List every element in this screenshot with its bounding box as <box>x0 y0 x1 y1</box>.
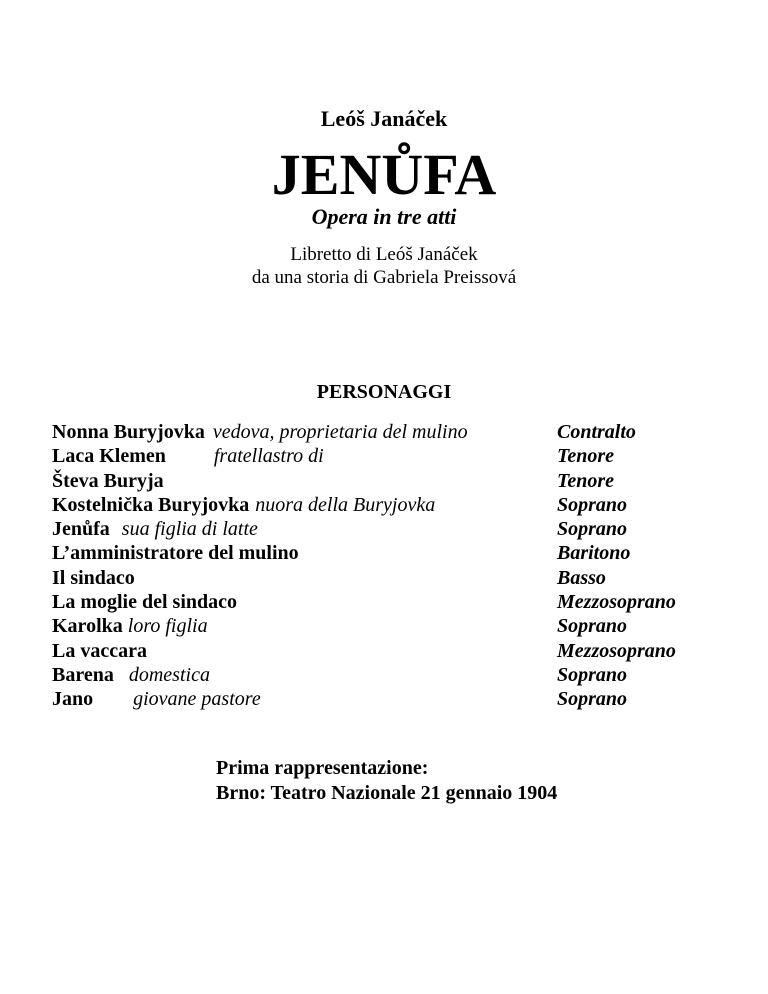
voice-type: Basso <box>557 566 606 589</box>
character-name: Kostelnička Buryjovka <box>52 493 250 516</box>
character-description: nuora della Buryjovka <box>255 493 436 516</box>
character-description: fratellastro di <box>213 445 324 468</box>
voice-type: Soprano <box>557 518 628 541</box>
character-name: La vaccara <box>52 639 147 662</box>
opera-subtitle: Opera in tre atti <box>311 204 457 229</box>
cast-row <box>52 517 712 541</box>
premiere-details: Brno: Teatro Nazionale 21 gennaio 1904 <box>216 782 558 804</box>
character-description: sua figlia di latte <box>121 518 258 541</box>
character-description: domestica <box>128 663 210 686</box>
character-name: Karolka <box>52 615 123 638</box>
cast-row <box>52 541 712 565</box>
composer-name: Leóš Janáček <box>320 106 448 131</box>
cast-heading: PERSONAGGI <box>316 381 452 403</box>
voice-type: Mezzosoprano <box>557 591 676 614</box>
cast-list <box>52 420 712 712</box>
voice-type: Soprano <box>557 493 628 516</box>
cast-row <box>52 663 712 687</box>
character-name: Števa Buryja <box>52 469 164 492</box>
character-description: loro figlia <box>127 615 208 638</box>
character-description: vedova, proprietaria del mulino <box>212 421 468 443</box>
character-name: Jenůfa <box>52 518 110 541</box>
character-name: Il sindaco <box>52 566 135 589</box>
cast-row <box>52 420 712 444</box>
character-description: giovane pastore <box>133 688 261 711</box>
libretto-credit: Libretto di Leóš Janáček <box>290 244 478 265</box>
character-name: Nonna Buryjovka <box>52 421 205 443</box>
voice-type: Soprano <box>557 688 628 711</box>
character-name: La moglie del sindaco <box>52 591 238 614</box>
character-name: L’amministratore del mulino <box>52 542 299 565</box>
character-name: Barena <box>52 663 114 686</box>
character-name: Laca Klemen <box>52 445 166 468</box>
voice-type: Soprano <box>557 663 628 686</box>
voice-type: Contralto <box>557 421 636 443</box>
cast-row <box>52 590 712 614</box>
cast-row <box>52 444 712 468</box>
cast-row <box>52 469 712 493</box>
source-credit: da una storia di Gabriela Preissová <box>251 267 517 288</box>
opera-title: JENŮFA <box>271 142 497 207</box>
character-name: Jano <box>52 688 94 711</box>
voice-type: Tenore <box>557 445 615 468</box>
cast-row <box>52 639 712 663</box>
cast-row <box>52 687 712 711</box>
voice-type: Tenore <box>557 469 615 492</box>
premiere-label: Prima rappresentazione: <box>216 757 429 779</box>
cast-row <box>52 493 712 517</box>
voice-type: Mezzosoprano <box>557 639 676 662</box>
voice-type: Baritono <box>557 542 631 565</box>
cast-row <box>52 614 712 638</box>
voice-type: Soprano <box>557 615 628 638</box>
cast-row <box>52 566 712 590</box>
